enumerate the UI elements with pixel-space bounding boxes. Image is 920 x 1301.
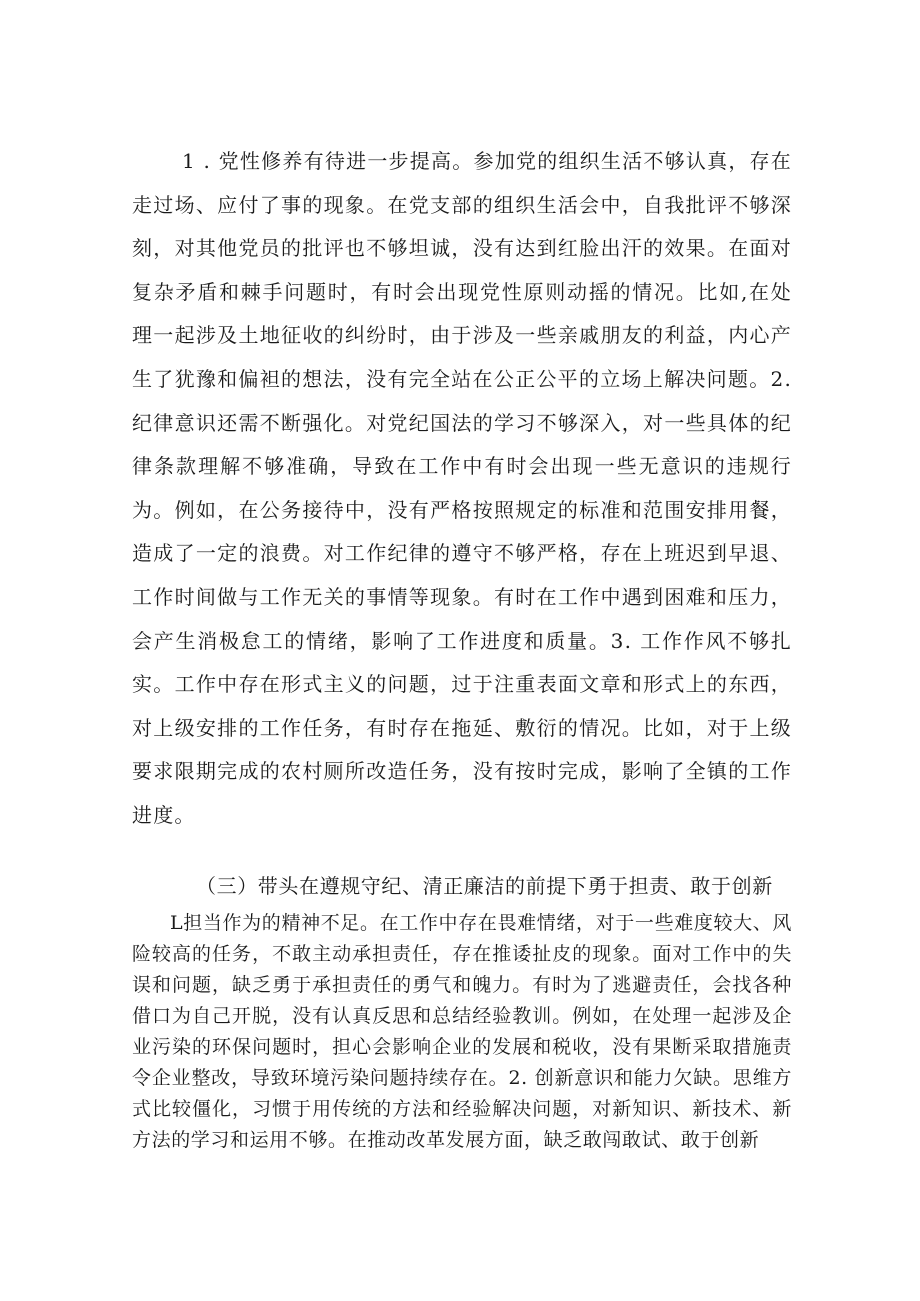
body-paragraph-party-discipline: 1 . 党性修养有待进一步提高。参加党的组织生活不够认真，存在走过场、应付了事的现象。在党支部的组织生活会中，自我批评不够深刻，对其他党员的批评也不够坦诚，没有达到红脸出汗的效果。在面对复杂矛盾和棘手问题时，有时会出现党性原则动摇的情况。比如,在处理一起涉及土地征收的纠纷时，由于涉及一些亲戚朋友的利益，内心产生了犹豫和偏袒的想法，没有完全站在公正公平的立场上解决问题。2. 纪律意识还需不断强化。对党纪国法的学习不够深入，对一些具体的纪律条款理解不够准确，导致在工作中有时会出现一些无意识的违规行为。例如，在公务接待中，没有严格按照规定的标准和范围安排用餐，造成了一定的浪费。对工作纪律的遵守不够严格，存在上班迟到早退、工作时间做与工作无关的事情等现象。有时在工作中遇到困难和压力，会产生消极怠工的情绪，影响了工作进度和质量。3. 工作作风不够扎实。工作中存在形式主义的问题，过于注重表面文章和形式上的东西，对上级安排的工作任务，有时存在拖延、敷衍的情况。比如，对于上级要求限期完成的农村厕所改造任务，没有按时完成，影响了全镇的工作进度。 <box>132 149 792 827</box>
body-paragraph-responsibility-innovation: L担当作为的精神不足。在工作中存在畏难情绪，对于一些难度较大、风险较高的任务，不敢主动承担责任，存在推诿扯皮的现象。面对工作中的失误和问题，缺乏勇于承担责任的勇气和魄力。有时为了逃避责任，会找各种借口为自己开脱，没有认真反思和总结经验教训。例如，在处理一起涉及企业污染的环保问题时，担心会影响企业的发展和税收，没有果断采取措施责令企业整改，导致环境污染问题持续存在。2. 创新意识和能力欠缺。思维方式比较僵化，习惯于用传统的方法和经验解决问题，对新知识、新技术、新方法的学习和运用不够。在推动改革发展方面，缺乏敢闯敢试、敢于创新 <box>132 912 792 1151</box>
section-heading: （三）带头在遵规守纪、清正廉洁的前提下勇于担责、敢于创新 <box>196 874 773 898</box>
